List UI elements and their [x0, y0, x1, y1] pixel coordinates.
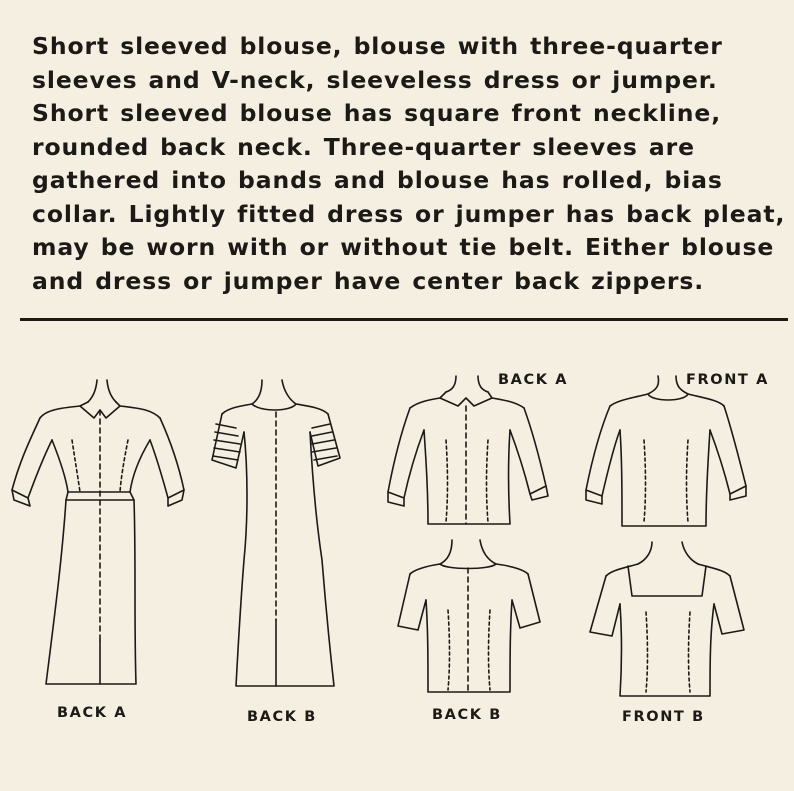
label-dress-back-b: BACK B — [247, 709, 317, 725]
description-line: Short sleeved blouse has square front neckline, — [32, 99, 722, 127]
description-line: rounded back neck. Three-quarter sleeves are — [32, 132, 695, 161]
blouse-front-a-drawing — [586, 376, 746, 526]
description-line: sleeves and V-neck, sleeveless dress or jumper. — [32, 65, 718, 94]
label-dress-back-a: BACK A — [57, 705, 128, 721]
dress-back-b-drawing — [212, 380, 340, 686]
blouse-back-b-drawing — [398, 540, 540, 692]
label-blouse-front-b: FRONT B — [622, 709, 705, 725]
description-line: may be worn with or without tie belt. Either blouse — [32, 233, 775, 261]
label-blouse-back-a: BACK A — [498, 372, 569, 388]
description-line: Short sleeved blouse, blouse with three-quarter — [32, 32, 723, 60]
blouse-front-b-drawing — [590, 542, 744, 696]
label-blouse-back-b: BACK B — [432, 707, 502, 723]
blouse-back-a-drawing — [388, 376, 548, 524]
label-blouse-front-a: FRONT A — [686, 372, 769, 388]
dress-back-a-drawing — [12, 380, 184, 684]
description-line: collar. Lightly fitted dress or jumper has back pleat, — [32, 199, 786, 228]
description-line: and dress or jumper have center back zippers. — [32, 266, 705, 295]
description-line: gathered into bands and blouse has rolled, bias — [32, 166, 723, 194]
